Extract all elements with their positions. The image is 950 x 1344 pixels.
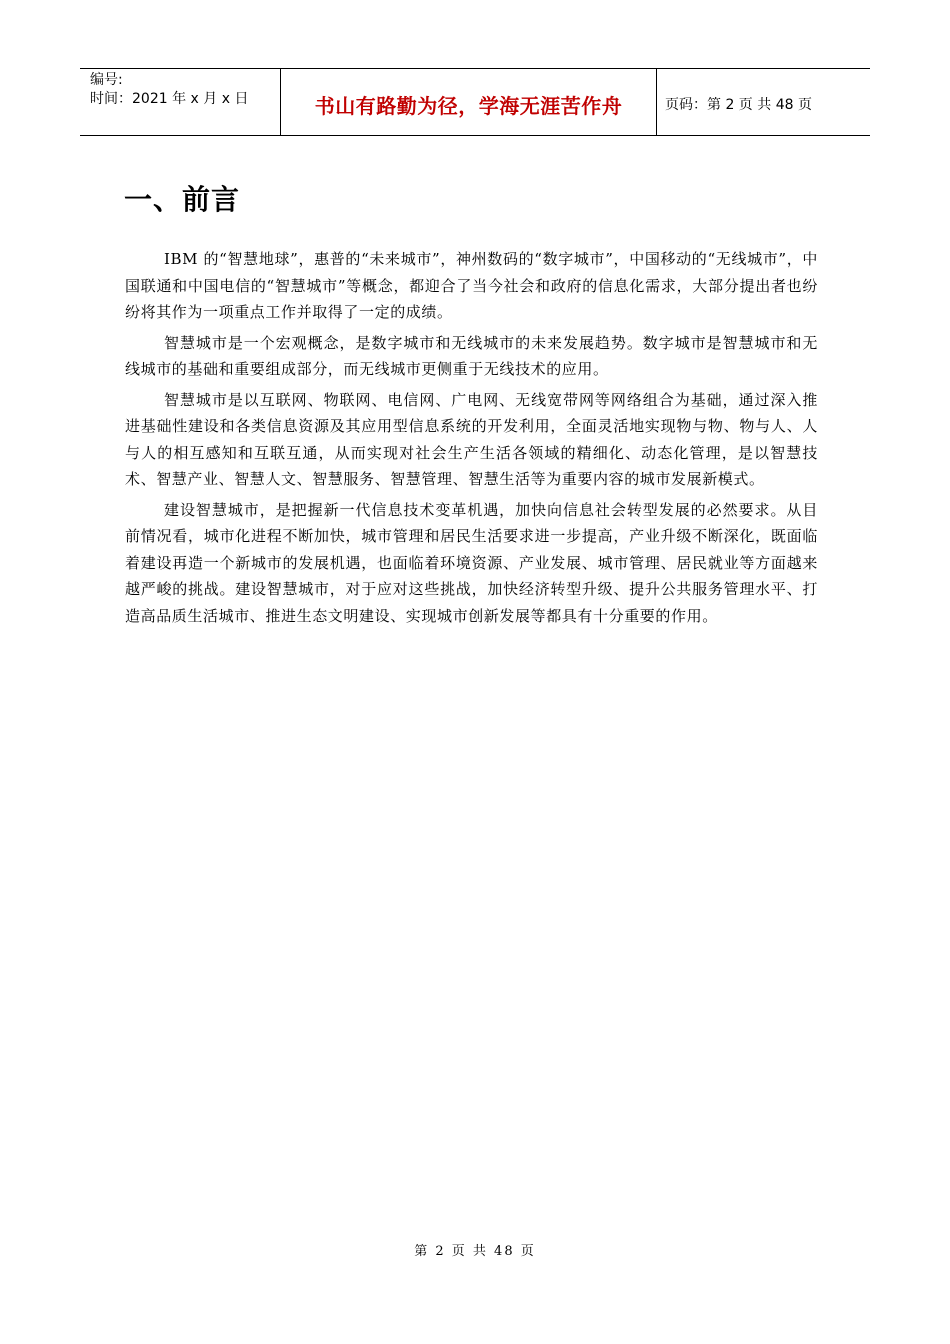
paragraph: 建设智慧城市，是把握新一代信息技术变革机遇，加快向信息社会转型发展的必然要求。从目前情况看，城市化进程不断加快，城市管理和居民生活要求进一步提高，产业升级不断深化，既面临着建设再造一个新城市的发展机遇，也面临着环境资源、产业发展、城市管理、居民就业等方面越来越严峻的挑战。建设智慧城市，对于应对这些挑战，加快经济转型升级、提升公共服务管理水平、打造高品质生活城市、推进生态文明建设、实现城市创新发展等都具有十分重要的作用。 xyxy=(125,500,818,625)
paragraph: IBM 的“智慧地球”，惠普的“未来城市”，神州数码的“数字城市”，中国移动的“无线城市”，中国联通和中国电信的“智慧城市”等概念，都迎合了当今社会和政府的信息化需求，大部分提出者也纷纷将其作为一项重点工作并取得了一定的成绩。 xyxy=(125,250,818,321)
page-footer: 第 2 页 共 48 页 xyxy=(414,1244,536,1259)
header-page-code: 页码：第 2 页 共 48 页 xyxy=(665,97,812,113)
paragraph: 智慧城市是以互联网、物联网、电信网、广电网、无线宽带网等网络组合为基础，通过深入推进基础性建设和各类信息资源及其应用型信息系统的开发利用，全面灵活地实现物与物、物与人、人与人的相互感知和互联互通，从而实现对社会生产生活各领域的精细化、动态化管理，是以智慧技术、智慧产业、智慧人文、智慧服务、智慧管理、智慧生活等为重要内容的城市发展新模式。 xyxy=(125,390,818,488)
header-meta-cell xyxy=(80,69,281,135)
header-motto: 书山有路勤为径，学海无涯苦作舟 xyxy=(281,69,657,135)
section-body xyxy=(125,246,818,633)
serial-label: 编号: xyxy=(90,72,123,88)
paragraph: 智慧城市是一个宏观概念，是数字城市和无线城市的未来发展趋势。数字城市是智慧城市和无线城市的基础和重要组成部分，而无线城市更侧重于无线技术的应用。 xyxy=(125,333,818,378)
section-heading: 一、前言 xyxy=(124,183,241,216)
page-header xyxy=(80,68,870,136)
date-line: 时间：2021 年 x 月 x 日 xyxy=(90,91,249,107)
